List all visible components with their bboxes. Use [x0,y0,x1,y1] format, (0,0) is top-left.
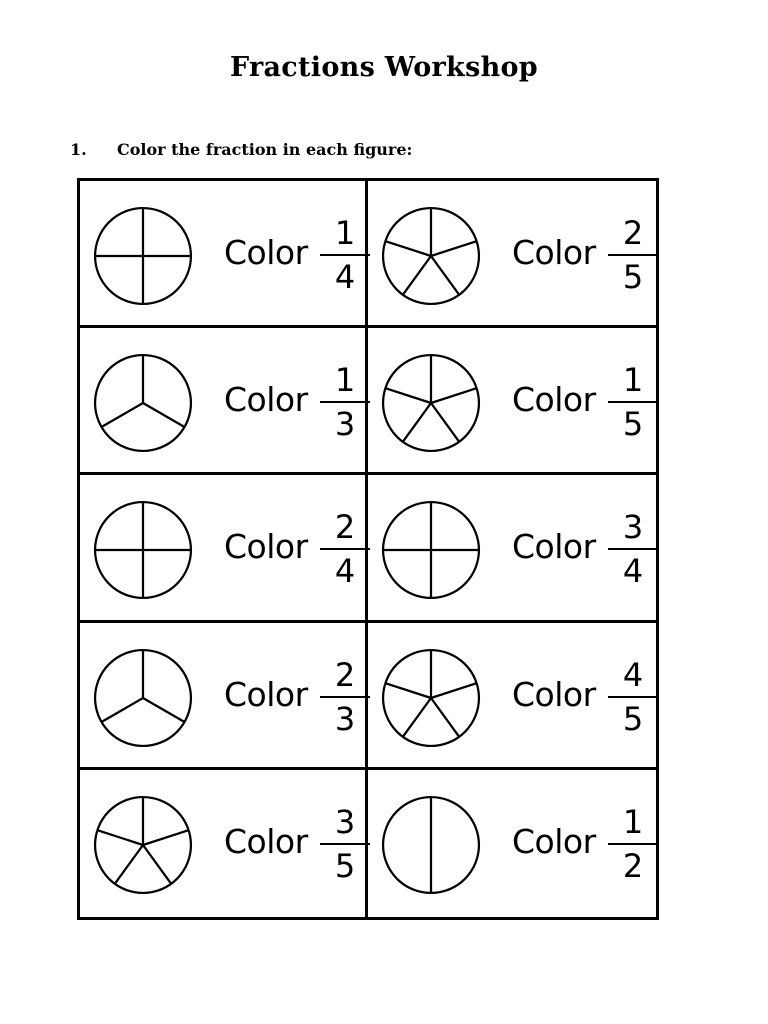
divided-circle-figure[interactable] [380,794,482,896]
division-line [403,698,431,737]
fraction-bar [320,401,370,403]
fraction-cell [80,181,368,328]
divided-circle-figure[interactable] [380,647,482,749]
question-instruction [70,140,412,159]
fraction-cell [368,475,656,622]
fraction-cell [80,475,368,622]
fraction-denominator: 4 [334,258,356,296]
fraction [608,657,658,737]
division-line [115,845,143,884]
fraction-cell [80,328,368,475]
fraction-denominator: 3 [334,699,356,738]
division-line [143,830,189,845]
fraction-bar [608,696,658,698]
fraction [608,215,658,295]
question-text: Color the fraction in each figure: [117,140,413,159]
fraction-numerator: 3 [622,508,644,547]
color-label: Color [512,380,596,420]
fraction [608,362,658,442]
color-label: Color [224,380,308,420]
color-label: Color [512,674,596,714]
division-line [101,403,143,427]
fraction-numerator: 1 [334,361,356,400]
color-label: Color [224,821,308,861]
division-line [97,830,143,845]
fraction [320,509,370,589]
fraction-bar [320,254,370,256]
fraction-denominator: 5 [622,699,644,738]
fraction-numerator: 2 [334,655,356,694]
page-title: Fractions Workshop [229,52,538,83]
fraction-cell [368,770,656,917]
fraction-grid [77,178,659,920]
division-line [385,683,431,698]
fraction-denominator: 5 [622,258,644,296]
fraction-denominator: 2 [622,846,644,885]
fraction-numerator: 3 [334,802,356,841]
divided-circle-figure[interactable] [380,205,482,307]
fraction [320,657,370,737]
fraction [320,362,370,442]
fraction-bar [320,696,370,698]
fraction-denominator: 5 [334,846,356,885]
division-line [403,256,431,295]
fraction-bar [608,254,658,256]
division-line [431,403,459,442]
division-line [143,403,185,427]
color-label: Color [224,233,308,272]
divided-circle-figure[interactable] [380,352,482,454]
fraction-numerator: 4 [622,655,644,694]
division-line [431,388,477,403]
fraction [320,804,370,884]
divided-circle-figure[interactable] [92,647,194,749]
division-line [431,698,459,737]
fraction-denominator: 4 [334,552,356,591]
fraction-cell [368,623,656,770]
fraction-bar [320,843,370,845]
divided-circle-figure[interactable] [92,352,194,454]
fraction-denominator: 3 [334,405,356,444]
fraction-cell [80,623,368,770]
color-label: Color [512,821,596,861]
fraction-numerator: 2 [334,508,356,547]
color-label: Color [512,527,596,567]
divided-circle-figure[interactable] [380,499,482,601]
color-label: Color [224,527,308,567]
fraction-cell [368,328,656,475]
fraction-denominator: 5 [622,405,644,444]
division-line [403,403,431,442]
fraction-bar [608,843,658,845]
fraction-bar [608,548,658,550]
division-line [101,698,143,722]
fraction-cell [368,181,656,328]
divided-circle-figure[interactable] [92,499,194,601]
fraction-denominator: 4 [622,552,644,591]
division-line [143,845,171,884]
division-line [385,388,431,403]
fraction-bar [608,401,658,403]
fraction-numerator: 2 [622,214,644,252]
division-line [431,683,477,698]
divided-circle-figure[interactable] [92,794,194,896]
fraction [608,509,658,589]
fraction-numerator: 1 [622,802,644,841]
fraction-cell [80,770,368,917]
fraction-bar [320,548,370,550]
color-label: Color [224,674,308,714]
divided-circle-figure[interactable] [92,205,194,307]
color-label: Color [512,233,596,272]
division-line [385,241,431,256]
fraction-numerator: 1 [622,361,644,400]
question-number: 1. [70,140,87,159]
division-line [431,256,459,295]
division-line [431,241,477,256]
division-line [143,698,185,722]
fraction [608,804,658,884]
fraction-numerator: 1 [334,214,356,252]
fraction [320,215,370,295]
